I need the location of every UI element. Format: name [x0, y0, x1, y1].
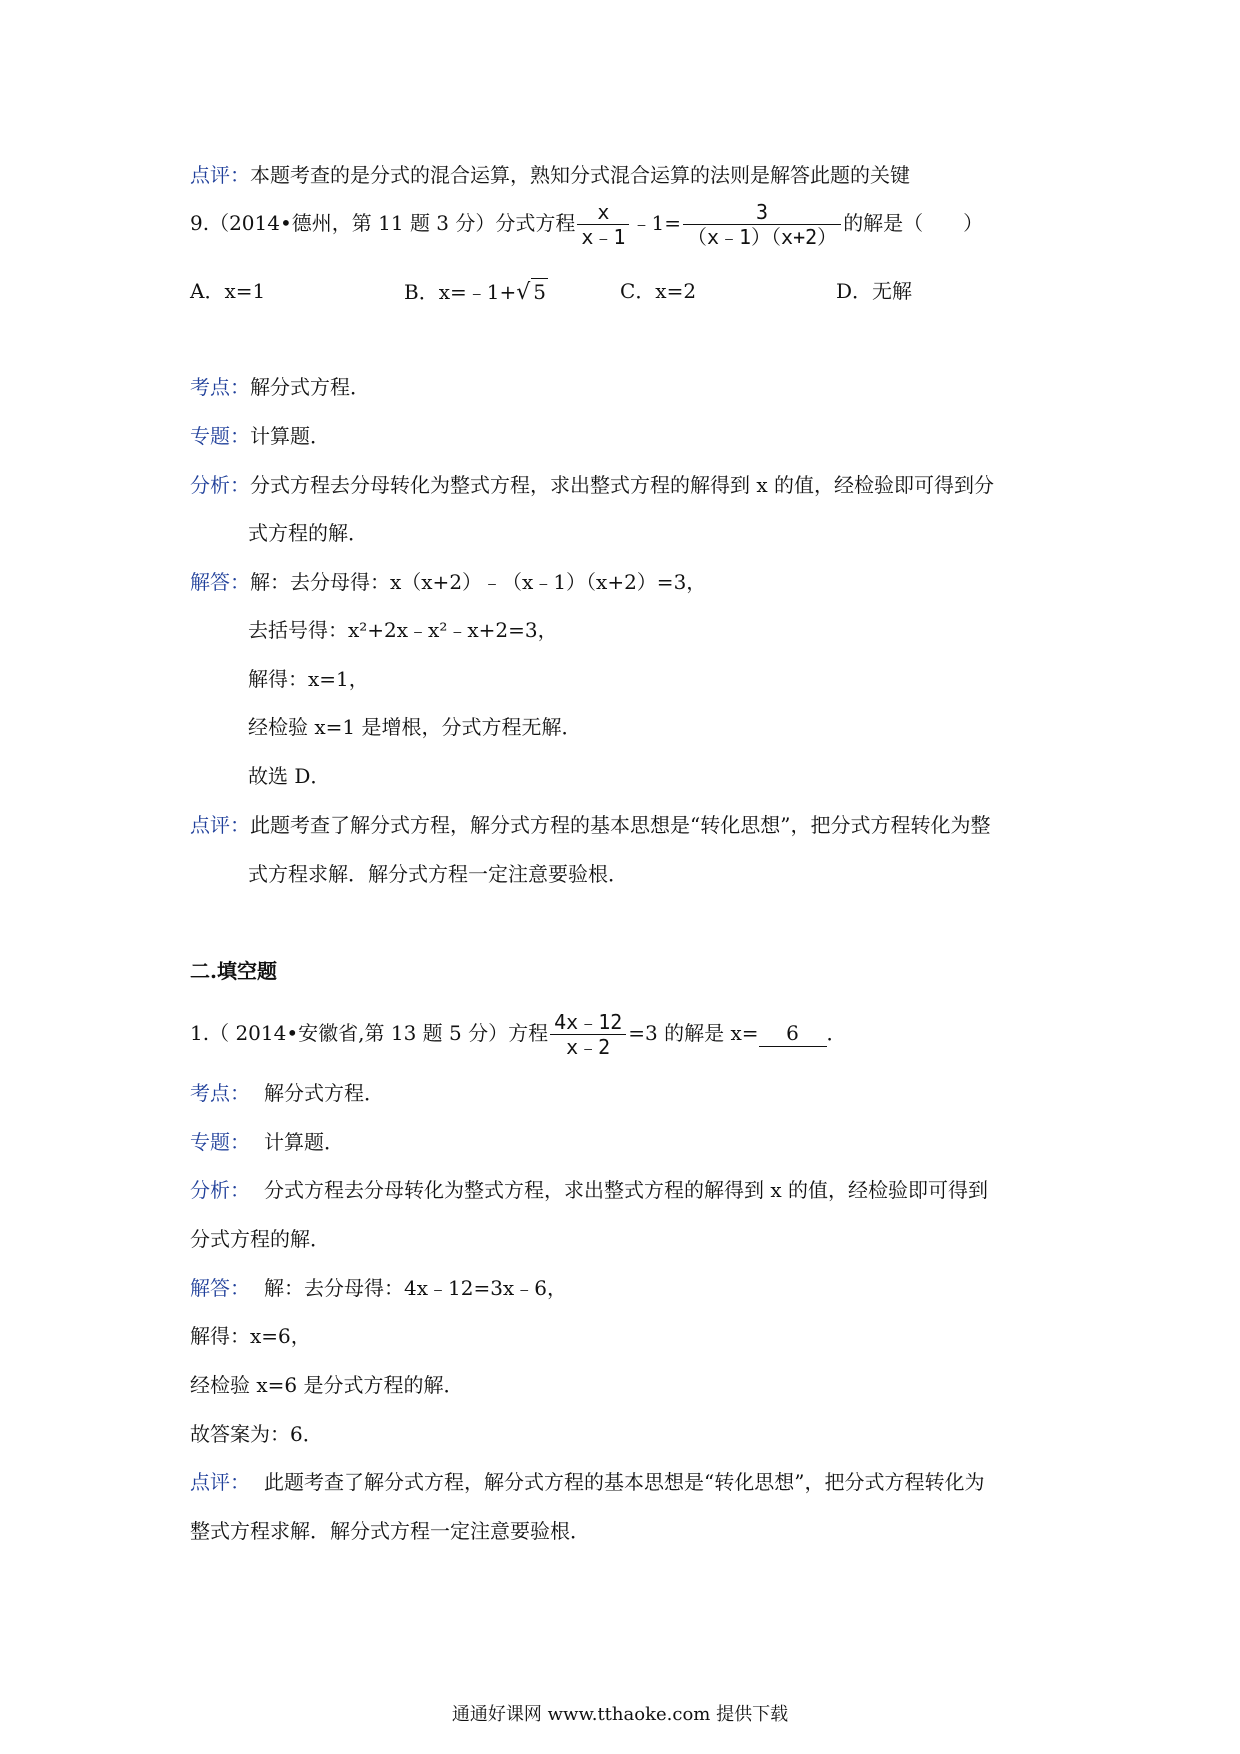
q9-fraction-2 — [683, 200, 841, 249]
q1-prefix: 1.（ 2014•安徽省,第 13 题 5 分）方程 — [190, 1021, 549, 1045]
q9-fraction-1 — [577, 200, 629, 249]
kaodian-label: 考点： — [190, 1081, 250, 1105]
option-text: ．无解 — [852, 279, 913, 303]
q1-frac-numerator: 4x﹣12 — [550, 1010, 626, 1035]
solution-line: 解：去分母得：x（x+2）﹣（x﹣1）（x+2）=3， — [250, 570, 707, 594]
zhuanti-text: 计算题． — [264, 1130, 344, 1154]
dianping-text: 此题考查了解分式方程，解分式方程的基本思想是“转化思想”，把分式方程转化为 — [264, 1470, 985, 1494]
q9-prefix: 9.（2014•德州，第 11 题 3 分）分式方程 — [190, 211, 576, 235]
zhuanti-label: 专题： — [190, 424, 250, 448]
option-text: ．x=2 — [635, 279, 697, 303]
q1-fenxi-continued: 分式方程的解． — [190, 1227, 330, 1251]
sqrt-radicand: 5 — [533, 280, 546, 304]
fenxi-text: 分式方程去分母转化为整式方程，求出整式方程的解得到 x 的值，经检验即可得到分 — [250, 473, 994, 497]
comment-text: 本题考查的是分式的混合运算，熟知分式混合运算的法则是解答此题的关键 — [250, 163, 910, 187]
option-c — [620, 278, 696, 304]
question-1-stem — [190, 1010, 847, 1059]
q1-jieda — [190, 1275, 567, 1301]
option-letter: D — [836, 279, 853, 303]
option-letter: B — [404, 280, 419, 304]
answer-blank: 6 — [759, 1020, 827, 1047]
zhuanti-text: 计算题． — [250, 424, 330, 448]
q9-frac1-denominator: x﹣1 — [581, 225, 626, 249]
q9-fenxi — [190, 472, 994, 498]
option-b — [404, 278, 548, 306]
q9-jieda — [190, 569, 706, 595]
solution-line: 解得：x=1， — [248, 667, 369, 691]
q1-dianping — [190, 1469, 984, 1495]
kaodian-text: 解分式方程． — [264, 1081, 384, 1105]
q9-kaodian — [190, 374, 370, 400]
solution-line: 故选 D． — [248, 764, 331, 788]
question-9-stem — [190, 200, 983, 249]
zhuanti-label: 专题： — [190, 1130, 250, 1154]
q9-frac1-numerator: x — [577, 200, 629, 225]
option-text: ．x=1 — [204, 279, 266, 303]
q1-zhuanti — [190, 1129, 344, 1155]
q9-frac2-denominator: （x﹣1）（x+2） — [686, 225, 838, 249]
section-title: 二.填空题 — [190, 959, 277, 983]
kaodian-text: 解分式方程． — [250, 375, 370, 399]
kaodian-label: 考点： — [190, 375, 250, 399]
solution-line: 故答案为：6． — [190, 1422, 323, 1446]
solution-line: 经检验 x=6 是分式方程的解． — [190, 1373, 464, 1397]
prev-comment — [190, 162, 910, 188]
q1-end: ． — [826, 1021, 847, 1045]
q1-dianping-continued: 整式方程求解．解分式方程一定注意要验根． — [190, 1519, 590, 1543]
option-text: ．x=﹣1+ — [418, 280, 517, 304]
fenxi-label: 分析： — [190, 473, 250, 497]
q9-dianping — [190, 812, 990, 838]
fenxi-text: 分式方程去分母转化为整式方程，求出整式方程的解得到 x 的值，经检验即可得到 — [264, 1178, 988, 1202]
q1-fraction — [550, 1010, 626, 1059]
sqrt-sign: √ — [516, 280, 531, 305]
option-letter: A — [190, 279, 205, 303]
q9-frac2-numerator: 3 — [683, 200, 841, 225]
q9-fenxi-continued: 式方程的解． — [248, 521, 368, 545]
solution-line: 解得：x=6， — [190, 1324, 311, 1348]
page-footer: 通通好课网 www.tthaoke.com 提供下载 — [451, 1704, 789, 1725]
q9-zhuanti — [190, 423, 330, 449]
solution-line: 经检验 x=1 是增根，分式方程无解． — [248, 715, 582, 739]
option-a — [190, 278, 265, 304]
dianping-text: 此题考查了解分式方程，解分式方程的基本思想是“转化思想”，把分式方程转化为整 — [250, 813, 991, 837]
dianping-label: 点评： — [190, 813, 250, 837]
jieda-label: 解答： — [190, 1276, 250, 1300]
q1-fenxi — [190, 1177, 988, 1203]
q1-kaodian — [190, 1080, 384, 1106]
option-d — [836, 278, 912, 304]
fenxi-label: 分析： — [190, 1178, 250, 1202]
jieda-label: 解答： — [190, 570, 250, 594]
q9-options — [190, 278, 990, 308]
dianping-label: 点评： — [190, 1470, 250, 1494]
solution-line: 解：去分母得：4x﹣12=3x﹣6， — [264, 1276, 567, 1300]
q1-suffix: =3 的解是 x= — [628, 1021, 759, 1045]
solution-line: 去括号得：x²+2x﹣x²﹣x+2=3， — [248, 618, 558, 642]
q9-suffix: 的解是（ ） — [843, 211, 984, 235]
q9-dianping-continued: 式方程求解．解分式方程一定注意要验根． — [248, 862, 628, 886]
comment-label: 点评： — [190, 163, 250, 187]
option-letter: C — [620, 279, 636, 303]
q9-mid: ﹣1= — [631, 211, 681, 235]
q1-frac-denominator: x﹣2 — [566, 1035, 611, 1059]
